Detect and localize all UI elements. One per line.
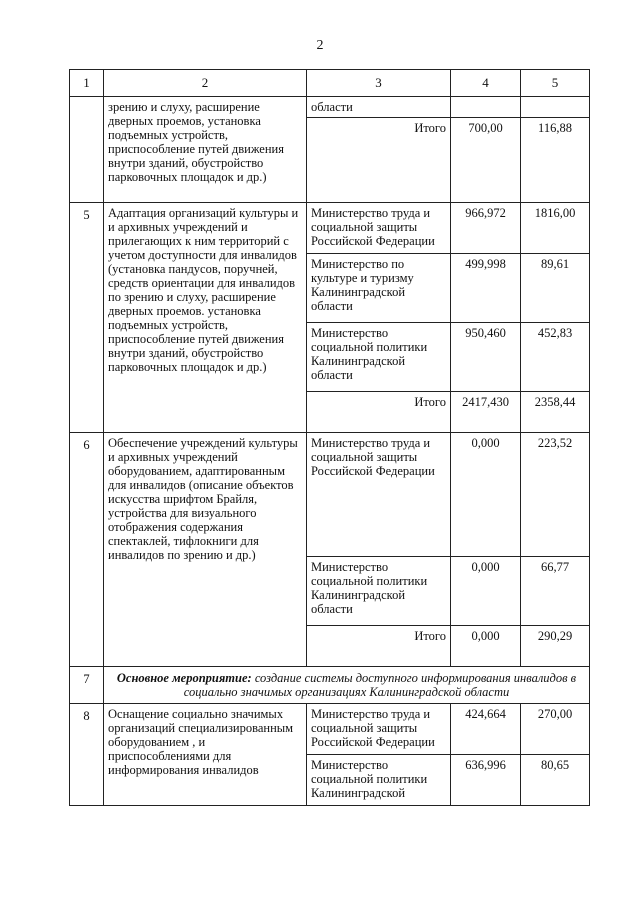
table-row (70, 433, 590, 557)
header-col-5: 5 (521, 70, 590, 97)
main-activity-row (70, 667, 590, 704)
text-line: дверных проемов, установка (108, 114, 261, 128)
row-number: 8 (70, 704, 104, 806)
row-number: 7 (70, 667, 104, 704)
main-activity-label: Основное мероприятие: (116, 671, 252, 685)
description-cell (104, 433, 307, 667)
text-line: внутри зданий, обустройство (108, 156, 264, 170)
organization-cell: Министерство труда и социальной защиты Российской Федерации (307, 433, 451, 557)
header-col-2: 2 (104, 70, 307, 97)
value-cell: 499,998 (451, 254, 521, 323)
organization-cell: области (307, 97, 451, 118)
total-label: Итого (307, 626, 451, 667)
text-line: по зрению и слуху, расширение (108, 290, 276, 304)
text-line: устройства для визуального (108, 506, 257, 520)
main-activity-cell (104, 667, 590, 704)
main-activity-text: создание системы доступного информирования инвалидов в социально значимых организациях Калининградской области (183, 671, 577, 699)
value-cell: 80,65 (521, 755, 590, 806)
organization-cell: Министерство социальной политики Калининградской области (307, 557, 451, 626)
row-number: 6 (70, 433, 104, 667)
text-line: оборудованием , и (108, 735, 206, 749)
row-number: 5 (70, 203, 104, 433)
value-cell (451, 97, 521, 118)
row-number-cell (70, 97, 104, 203)
table-row (70, 704, 590, 755)
value-cell: 452,83 (521, 323, 590, 392)
value-cell: 66,77 (521, 557, 590, 626)
text-line: для инвалидов (описание объектов (108, 478, 294, 492)
text-line: инвалидов по зрению и др.) (108, 548, 256, 562)
total-value: 700,00 (451, 118, 521, 203)
header-row (70, 70, 590, 97)
text-line: дверных проемов. установка (108, 304, 261, 318)
total-label: Итого (307, 392, 451, 433)
table-row (70, 97, 590, 118)
value-cell: 89,61 (521, 254, 590, 323)
total-value: 2358,44 (521, 392, 590, 433)
text-line: организаций специализированным (108, 721, 294, 735)
total-label: Итого (307, 118, 451, 203)
text-line: Адаптация организаций культуры и (108, 206, 299, 220)
text-line: Обеспечение учреждений культуры (108, 436, 298, 450)
text-line: спектаклей, тифлокниги для (108, 534, 259, 548)
text-line: и архивных учреждений (108, 450, 238, 464)
value-cell: 270,00 (521, 704, 590, 755)
value-cell: 966,972 (451, 203, 521, 254)
text-line: зрению и слуху, расширение (108, 100, 260, 114)
organization-cell: Министерство труда и социальной защиты Российской Федерации (307, 704, 451, 755)
text-line: приспособление путей движения (108, 142, 284, 156)
description-cell (104, 704, 307, 806)
description-cell (104, 97, 307, 203)
table-row (70, 203, 590, 254)
text-line: прилегающих к ним территорий с (108, 234, 289, 248)
text-line: учетом доступности для инвалидов (108, 248, 297, 262)
description-cell (104, 203, 307, 433)
header-col-1: 1 (70, 70, 104, 97)
text-line: парковочных площадок и др.) (108, 360, 267, 374)
text-line: приспособление путей движения (108, 332, 284, 346)
text-line: приспособлениями для (108, 749, 232, 763)
value-cell: 1816,00 (521, 203, 590, 254)
text-line: внутри зданий, обустройство (108, 346, 264, 360)
text-line: Оснащение социально значимых (108, 707, 284, 721)
total-value: 0,000 (451, 626, 521, 667)
value-cell: 223,52 (521, 433, 590, 557)
value-cell: 950,460 (451, 323, 521, 392)
text-line: средств ориентации для инвалидов (108, 276, 296, 290)
text-line: искусства шрифтом Брайля, (108, 492, 258, 506)
organization-cell: Министерство социальной политики Калининградской (307, 755, 451, 806)
text-line: и архивных учреждений и (108, 220, 248, 234)
text-line: подъемных устройств, (108, 318, 228, 332)
total-value: 290,29 (521, 626, 590, 667)
text-line: оборудованием, адаптированным (108, 464, 285, 478)
value-cell: 424,664 (451, 704, 521, 755)
total-value: 2417,430 (451, 392, 521, 433)
header-col-4: 4 (451, 70, 521, 97)
value-cell: 636,996 (451, 755, 521, 806)
organization-cell: Министерство труда и социальной защиты Российской Федерации (307, 203, 451, 254)
page-number: 2 (316, 38, 324, 53)
text-line: отображения содержания (108, 520, 243, 534)
text-line: (установка пандусов, поручней, (108, 262, 278, 276)
value-cell: 0,000 (451, 433, 521, 557)
text-line: парковочных площадок и др.) (108, 170, 267, 184)
total-value: 116,88 (521, 118, 590, 203)
header-col-3: 3 (307, 70, 451, 97)
value-cell: 0,000 (451, 557, 521, 626)
value-cell (521, 97, 590, 118)
organization-cell: Министерство по культуре и туризму Калининградской области (307, 254, 451, 323)
organization-cell: Министерство социальной политики Калининградской области (307, 323, 451, 392)
program-table (69, 69, 590, 806)
text-line: подъемных устройств, (108, 128, 228, 142)
text-line: информирования инвалидов (108, 763, 259, 777)
